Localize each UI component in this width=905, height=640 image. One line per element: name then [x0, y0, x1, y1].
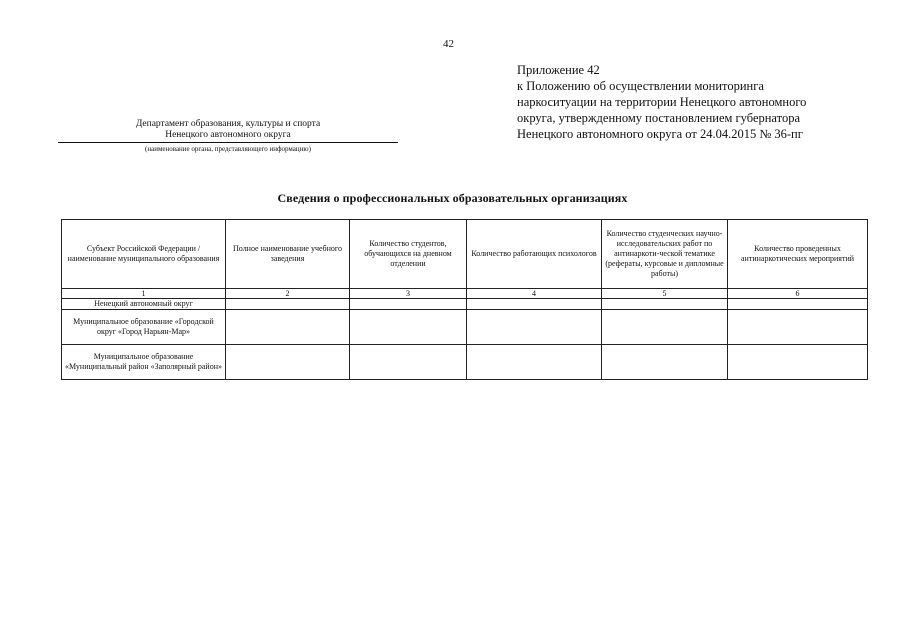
header-cell: Количество работающих психологов [467, 220, 602, 289]
table-cell [467, 310, 602, 345]
column-number: 4 [467, 289, 602, 299]
department-block [58, 119, 398, 155]
column-number-row [62, 289, 868, 299]
table-header-row [62, 220, 868, 289]
table-row [62, 310, 868, 345]
table-cell [728, 310, 868, 345]
column-number: 1 [62, 289, 226, 299]
table-cell [467, 299, 602, 310]
table-cell [467, 345, 602, 380]
document-title: Сведения о профессиональных образовательных организациях [277, 191, 628, 205]
column-number: 6 [728, 289, 868, 299]
table-row [62, 299, 868, 310]
table-cell [602, 299, 728, 310]
table-cell [226, 299, 350, 310]
appendix-line: Ненецкого автономного округа от 24.04.2015 № 36-пг [517, 127, 803, 141]
table-row [62, 345, 868, 380]
page-number: 42 [443, 38, 454, 50]
row-label: Муниципальное образование «Муниципальный район «Заполярный район» [62, 345, 226, 380]
header-cell: Субъект Российской Федерации /наименование муниципального образования [62, 220, 226, 289]
table-cell [226, 345, 350, 380]
appendix-line: наркоситуации на территории Ненецкого автономного [517, 95, 807, 109]
table-cell [350, 345, 467, 380]
row-label: Ненецкий автономный округ [62, 299, 226, 310]
header-cell: Количество студенческих научно-исследовательских работ по антинаркоти-ческой тематике (рефераты, курсовые и дипломные работы) [602, 220, 728, 289]
department-note: (наименование органа, представляющего информацию) [145, 145, 311, 153]
header-cell: Количество проведенных антинаркотических мероприятий [728, 220, 868, 289]
header-cell: Количество студентов, обучающихся на дневном отделении [350, 220, 467, 289]
column-number: 3 [350, 289, 467, 299]
appendix-line: Приложение 42 [517, 63, 600, 77]
column-number: 2 [226, 289, 350, 299]
table-cell [602, 345, 728, 380]
table-cell [226, 310, 350, 345]
appendix-line: к Положению об осуществлении мониторинга [517, 79, 764, 93]
report-table [61, 219, 868, 380]
header-cell: Полное наименование учебного заведения [226, 220, 350, 289]
row-label: Муниципальное образование «Городской округ «Город Нарьян-Мар» [62, 310, 226, 345]
table-cell [602, 310, 728, 345]
table-cell [728, 345, 868, 380]
department-name-line2: Ненецкого автономного округа [165, 130, 291, 140]
appendix-line: округа, утвержденному постановлением губернатора [517, 111, 800, 125]
table-cell [728, 299, 868, 310]
column-number: 5 [602, 289, 728, 299]
department-underline [58, 142, 398, 143]
table-cell [350, 299, 467, 310]
table-cell [350, 310, 467, 345]
department-name-line1: Департамент образования, культуры и спорта [135, 119, 321, 129]
appendix-block [517, 62, 806, 142]
